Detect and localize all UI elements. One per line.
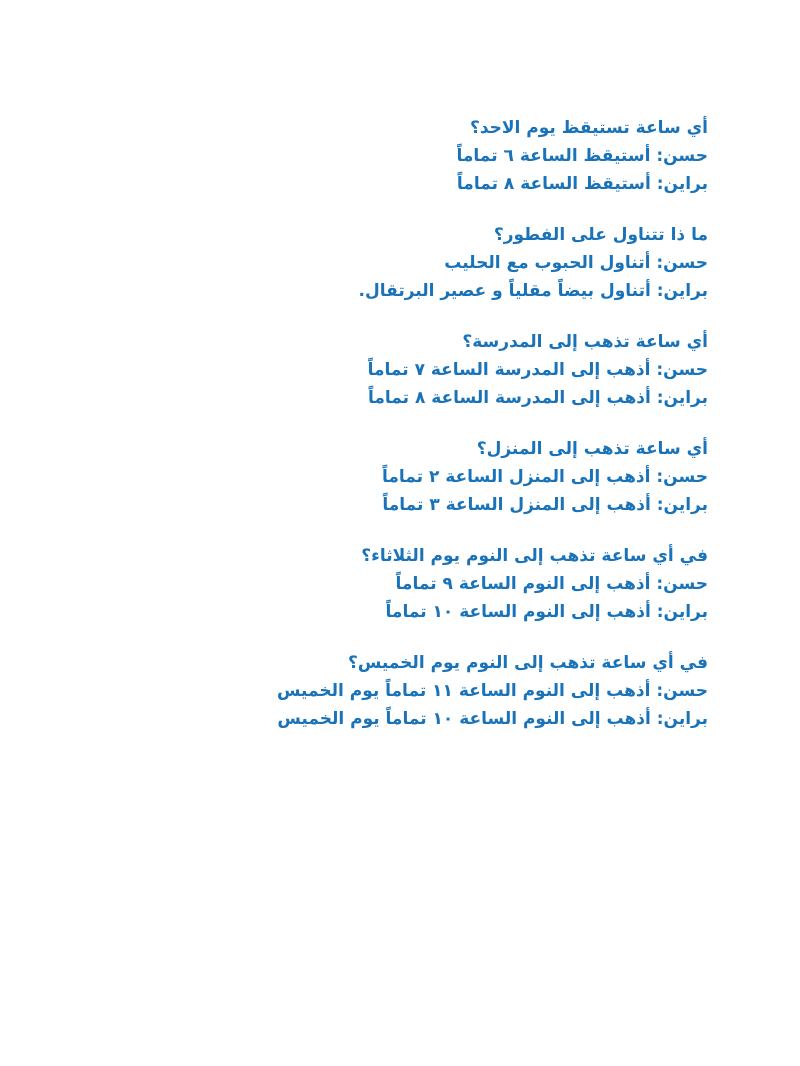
answer-hasan: حسن: أتناول الحبوب مع الحليب xyxy=(444,253,708,273)
question: أي ساعة تستيقظ يوم الاحد؟ xyxy=(469,118,708,138)
answer-hasan: حسن: أذهب إلى المنزل الساعة ٢ تماماً xyxy=(381,467,708,487)
qa-block-sleep-thursday xyxy=(188,649,708,733)
question: في أي ساعة تذهب إلى النوم يوم الخميس؟ xyxy=(347,653,708,673)
answer-brian: براين: أذهب إلى المنزل الساعة ٣ تماماً xyxy=(382,495,708,515)
answer-brian: براين: أذهب إلى المدرسة الساعة ٨ تماماً xyxy=(367,388,708,408)
qa-block-sleep-tuesday xyxy=(188,542,708,626)
question: أي ساعة تذهب إلى المنزل؟ xyxy=(476,439,708,459)
qa-block-breakfast xyxy=(188,221,708,305)
qa-block-wake-up xyxy=(188,114,708,198)
question: أي ساعة تذهب إلى المدرسة؟ xyxy=(462,332,708,352)
question: ما ذا تتناول على الفطور؟ xyxy=(493,225,708,245)
answer-hasan: حسن: أستيقظ الساعة ٦ تماماً xyxy=(456,146,708,166)
question: في أي ساعة تذهب إلى النوم يوم الثلاثاء؟ xyxy=(361,546,708,566)
answer-brian: براين: أستيقظ الساعة ٨ تماماً xyxy=(456,174,708,194)
answer-hasan: حسن: أذهب إلى النوم الساعة ١١ تماماً يوم الخميس xyxy=(276,681,708,701)
dialogue-content xyxy=(188,114,708,756)
answer-hasan: حسن: أذهب إلى النوم الساعة ٩ تماماً xyxy=(395,574,708,594)
answer-brian: براين: أذهب إلى النوم الساعة ١٠ تماماً يوم الخميس xyxy=(277,709,708,729)
qa-block-home xyxy=(188,435,708,519)
qa-block-school xyxy=(188,328,708,412)
answer-brian: براين: أتناول بيضاً مقلياً و عصير البرتقال. xyxy=(358,281,708,301)
answer-brian: براين: أذهب إلى النوم الساعة ١٠ تماماً xyxy=(385,602,708,622)
answer-hasan: حسن: أذهب إلى المدرسة الساعة ٧ تماماً xyxy=(367,360,708,380)
